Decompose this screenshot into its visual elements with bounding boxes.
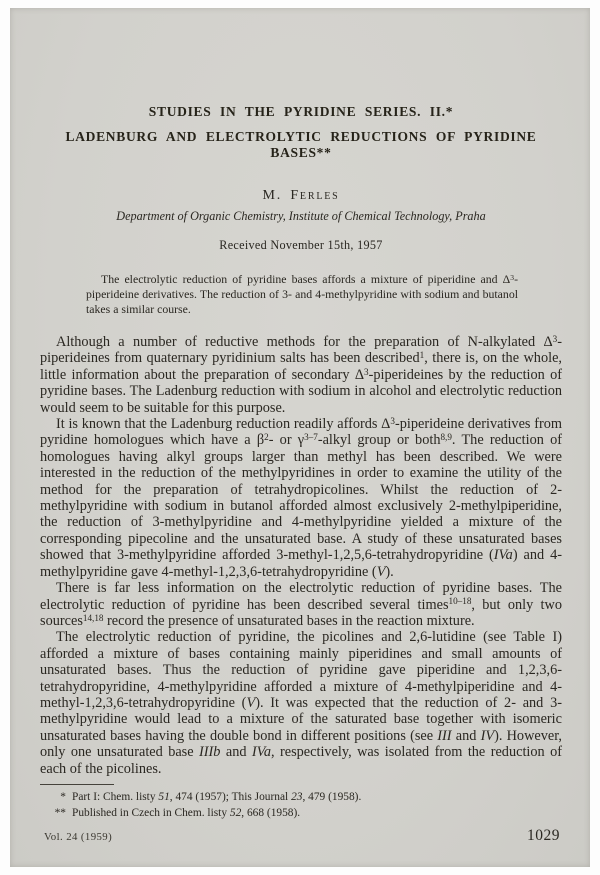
author-name: M. Ferles: [262, 188, 340, 203]
paragraph: It is known that the Ladenburg reduction readily affords $\Delta^3$-piperideine derivatives from pyridine homologues which have a $\beta^2-$ or $\gamma^{3-7}$-alkyl group or both$^{8,9}$. The reduction of homologues having alkyl groups larger than methyl has been described. We were interested in the reduction of the methylpyridines in order to examine the utility of the method for the preparation of tetrahydropicolines. Whilst the reduction of 2-methylpyridine with sodium in butanol afforded almost exclusively 2-methylpiperidine, the reduction of 3-methylpyridine and 4-methylpyridine yielded a mixture of the corresponding pipecoline and the unsaturated base. A study of these unsaturated bases showed that 3-methylpyridine afforded 3-methyl-1,2,5,6-tetrahydropyridine (IVa) and 4-methylpyridine gave 4-methyl-1,2,3,6-tetrahydropyridine (V).: [40, 415, 562, 580]
article-title: STUDIES IN THE PYRIDINE SERIES. II.*: [148, 104, 454, 119]
article-header: [40, 8, 562, 253]
article-body: [40, 334, 562, 777]
abstract: The electrolytic reduction of pyridine bases affords a mixture of piperidine and $\Delta^3$-piperideine derivatives. The reduction of 3- and 4-methylpyridine with sodium and butanol takes a similar course.: [86, 272, 518, 316]
received-date: Received November 15th, 1957: [219, 238, 383, 252]
footnotes: [40, 790, 562, 820]
footnote: * Part I: Chem. listy 51, 474 (1957); This Journal 23, 479 (1958).: [60, 790, 362, 803]
paragraph: Although a number of reductive methods for the preparation of N-alkylated $\Delta^3$-piperideines from quaternary pyridinium salts has been described$^1$, there is, on the whole, little information about the preparation of secondary $\Delta^3$-piperideines by the reduction of pyridine bases. The Ladenburg reduction with sodium in alcohol and electrolytic reduction would seem to be suitable for this purpose.: [40, 333, 563, 416]
article-subtitle: LADENBURG AND ELECTROLYTIC REDUCTIONS OF PYRIDINE BASES**: [65, 129, 537, 160]
volume-label: Vol. 24 (1959): [44, 831, 113, 843]
paragraph: There is far less information on the electrolytic reduction of pyridine bases. The electrolytic reduction of pyridine has been described several times$^{10-18}$, but only two sources$^{14,18}$ record the presence of unsaturated bases in the reaction mixture.: [40, 580, 562, 629]
author-affiliation: Department of Organic Chemistry, Institute of Chemical Technology, Praha: [116, 209, 486, 223]
footnote: ** Published in Czech in Chem. listy 52, 668 (1958).: [54, 807, 301, 820]
footnote-divider: [40, 784, 114, 785]
journal-page: [10, 8, 590, 867]
page-number: 1029: [527, 827, 560, 844]
paragraph: The electrolytic reduction of pyridine, the picolines and 2,6-lutidine (see Table I) afforded a mixture of bases containing mainly piperidines and small amounts of unsaturated bases. Thus the reduction of pyridine gave piperidine and 1,2,3,6-tetrahydropyridine, 4-methylpyridine afforded a mixture of 4-methylpiperidine and 4-methyl-1,2,3,6-tetrahydropyridine (V). It was expected that the reduction of 2- and 3-methylpyridine would lead to a mixture of the saturated base together with isomeric unsaturated bases having the double bond in different positions (see III and IV). However, only one unsaturated base IIIb and IVa, respectively, was isolated from the reduction of each of the picolines.: [40, 629, 563, 777]
page-footer: [44, 827, 560, 845]
